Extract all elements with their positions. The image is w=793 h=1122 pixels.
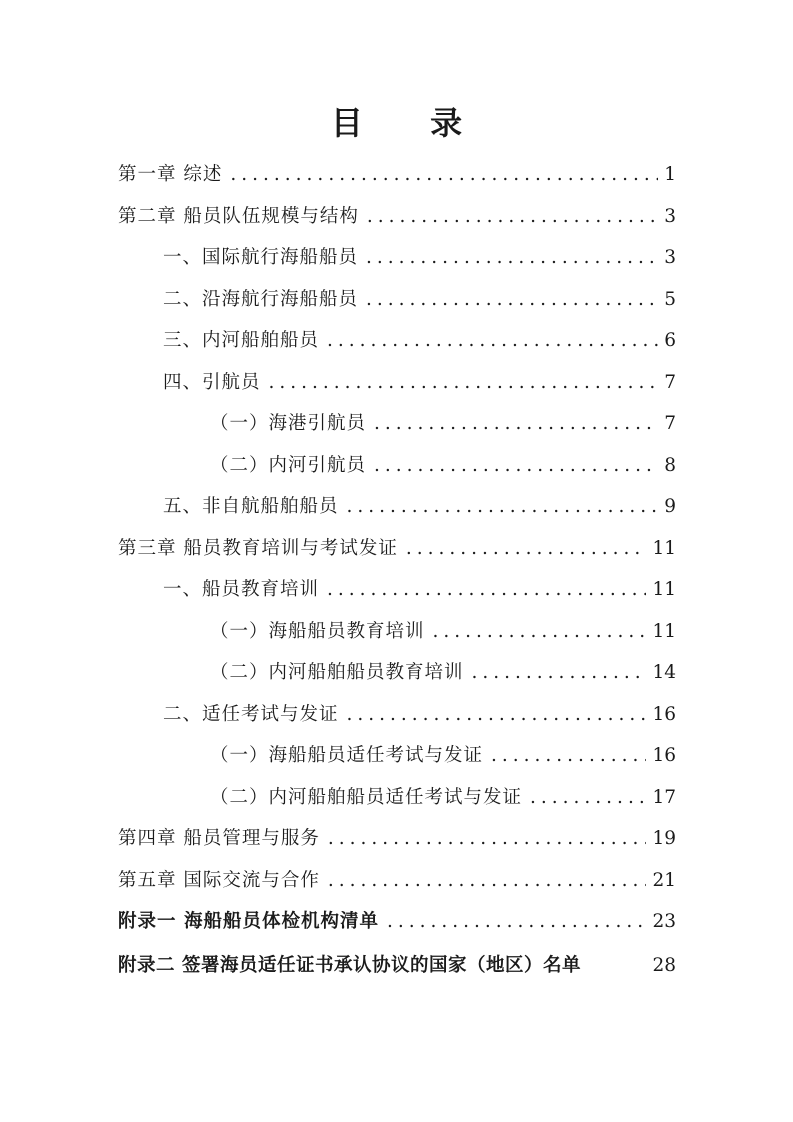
toc-leader-dots [433,621,647,642]
toc-entry-label: 附录一 海船船员体检机构清单 [118,911,379,932]
toc-leader-dots [387,911,647,932]
toc-entry[interactable] [118,285,676,327]
toc-leader-dots [491,745,646,766]
toc-title: 目 录 [330,104,491,142]
toc-leader-dots [366,289,658,310]
toc-leader-dots [347,496,659,517]
toc-entry-page: 5 [664,288,676,310]
toc-entry-label: 第五章 国际交流与合作 [118,869,320,891]
toc-entry-label: （二）内河引航员 [210,454,367,476]
toc-leader-dots [347,704,647,725]
toc-entry-page: 14 [652,662,676,683]
toc-leader-dots [374,413,658,434]
toc-leader-dots [374,455,658,476]
toc-entry[interactable] [118,534,676,576]
toc-entry-page: 11 [652,620,676,642]
toc-leader-dots [472,662,647,683]
toc-entry[interactable] [118,492,676,534]
toc-entry-page: 23 [652,911,676,932]
toc-entry-page: 7 [664,371,676,393]
toc-entry-page: 16 [652,745,676,766]
toc-entry[interactable] [118,866,676,908]
toc-entry-label: 附录二 签署海员适任证书承认协议的国家（地区）名单 [118,954,581,976]
toc-entry-page: 17 [652,786,676,808]
toc-entry-page: 11 [652,579,676,600]
toc-entry-label: （一）海船船员适任考试与发证 [210,745,484,766]
toc-entry-page: 3 [664,247,676,268]
toc-entry-label: 第四章 船员管理与服务 [118,828,320,849]
toc-entry-appendix[interactable] [118,907,676,949]
toc-entry[interactable] [118,617,676,659]
toc-entry-page: 19 [652,828,676,849]
toc-entry[interactable] [118,741,676,783]
toc-entry[interactable] [118,575,676,617]
toc-entry-page: 6 [664,330,676,351]
toc-entry-label: 四、引航员 [163,371,261,393]
toc-entry-label: （二）内河船舶船员教育培训 [210,662,464,683]
toc-leader-dots [230,164,658,185]
toc-entry-label: 一、船员教育培训 [163,579,320,600]
toc-leader-dots [328,828,647,849]
toc-entry-label: 一、国际航行海船船员 [163,247,359,268]
toc-entry[interactable] [118,658,676,700]
toc-leader-dots [327,330,658,351]
toc-leader-dots [367,206,658,227]
toc-leader-dots [269,372,659,393]
toc-leader-dots [530,787,646,808]
toc-entry-page: 1 [664,164,676,185]
toc-entry-page: 16 [652,703,676,725]
toc-entry[interactable] [118,368,676,410]
toc-entry-label: 第三章 船员教育培训与考试发证 [118,537,398,559]
toc-entry-label: 二、适任考试与发证 [163,703,339,725]
toc-leader-dots [327,579,646,600]
toc-leader-dots [328,870,647,891]
toc-entry-label: 五、非自航船舶船员 [163,496,339,517]
toc-entry-label: 第二章 船员队伍规模与结构 [118,205,359,227]
toc-leader-dots [366,247,658,268]
toc-entry-page: 8 [664,454,676,476]
toc-entry-label: 二、沿海航行海船船员 [163,288,359,310]
toc-entry-label: 第一章 综述 [118,164,223,185]
toc-entry-page: 11 [652,537,676,559]
toc-entry[interactable] [118,700,676,742]
toc-entry-page: 28 [652,954,676,976]
toc-entry[interactable] [118,326,676,368]
toc-entry-page: 21 [652,869,676,891]
toc-entry-page: 7 [664,413,676,434]
toc-entry[interactable] [118,160,676,202]
toc-entry-label: （一）海港引航员 [210,413,367,434]
toc-leader-dots [406,538,647,559]
toc-entry-page: 3 [664,205,676,227]
toc-entry-appendix[interactable] [118,949,676,1001]
toc-entry-label: 三、内河船舶船员 [163,330,320,351]
toc-entry[interactable] [118,824,676,866]
toc-entry[interactable] [118,202,676,244]
toc-entry[interactable] [118,243,676,285]
toc-entry-label: （二）内河船舶船员适任考试与发证 [210,786,523,808]
table-of-contents [118,160,676,1001]
toc-entry[interactable] [118,409,676,451]
toc-entry[interactable] [118,451,676,493]
toc-entry[interactable] [118,783,676,825]
toc-entry-page: 9 [664,496,676,517]
toc-entry-label: （一）海船船员教育培训 [210,620,425,642]
